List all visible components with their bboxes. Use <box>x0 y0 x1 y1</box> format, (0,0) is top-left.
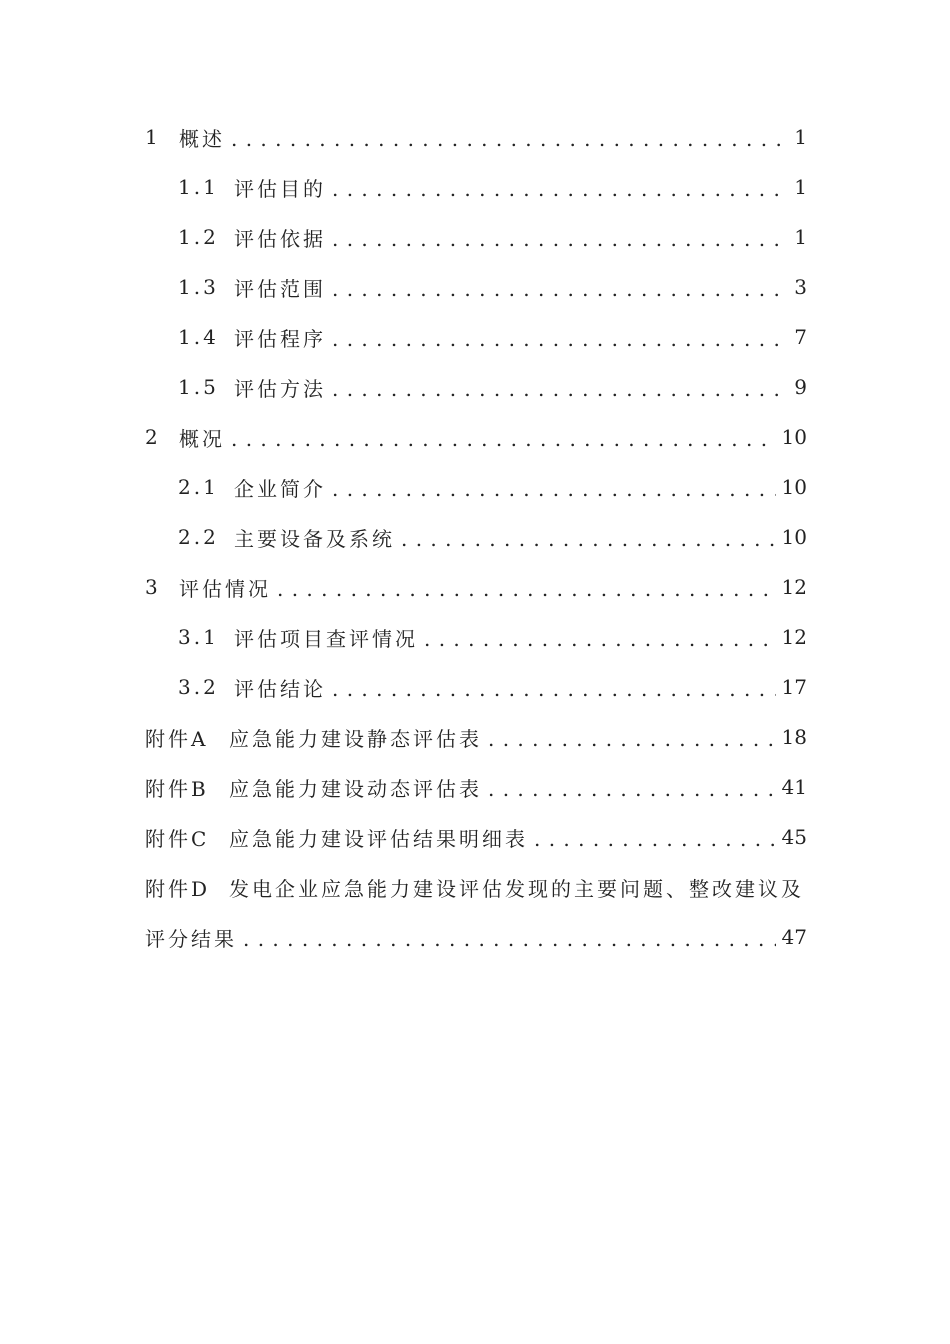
toc-page-number: 17 <box>781 675 807 699</box>
toc-title: 概述 <box>179 126 225 151</box>
toc-title: 应急能力建设动态评估表 <box>229 776 482 801</box>
dot-leader <box>231 127 781 147</box>
toc-number: 3 <box>145 575 161 599</box>
dot-leader <box>277 577 776 597</box>
toc-title: 应急能力建设静态评估表 <box>229 726 482 751</box>
toc-entry-3[interactable] <box>145 562 807 612</box>
toc-number: 附件D <box>145 876 211 901</box>
toc-entry-line <box>145 912 807 962</box>
toc-page-number: 1 <box>794 175 807 199</box>
toc-title: 企业简介 <box>234 476 326 501</box>
toc-number: 1.3 <box>178 275 219 299</box>
toc-entry-2-1[interactable] <box>145 462 807 512</box>
toc-page-number: 1 <box>794 225 807 249</box>
toc-title: 主要设备及系统 <box>234 526 395 551</box>
toc-entry-line <box>145 862 807 912</box>
toc-number: 附件C <box>145 826 210 851</box>
toc-entry-1-4[interactable] <box>145 312 807 362</box>
toc-number: 2 <box>145 425 161 449</box>
toc-page-number: 12 <box>781 625 807 649</box>
toc-title: 概况 <box>179 426 225 451</box>
toc-title: 应急能力建设评估结果明细表 <box>229 826 528 851</box>
toc-title: 评估结论 <box>234 676 326 701</box>
dot-leader <box>488 777 776 797</box>
dot-leader <box>401 527 776 547</box>
toc-number: 1.4 <box>178 325 219 349</box>
toc-number: 附件A <box>145 726 209 751</box>
dot-leader <box>231 427 776 447</box>
toc-page-number: 41 <box>781 775 807 799</box>
toc-page-number: 3 <box>794 275 807 299</box>
dot-leader <box>243 927 776 947</box>
toc-number: 1 <box>145 125 161 149</box>
toc-entry-appendix-d[interactable] <box>145 862 807 962</box>
toc-page-number: 10 <box>781 525 807 549</box>
toc-entry-appendix-a[interactable] <box>145 712 807 762</box>
toc-entry-3-1[interactable] <box>145 612 807 662</box>
toc-number: 附件B <box>145 776 209 801</box>
toc-number: 3.2 <box>178 675 219 699</box>
dot-leader <box>332 677 776 697</box>
toc-page-number: 7 <box>794 325 807 349</box>
toc-number: 2.1 <box>178 475 219 499</box>
toc-title-line1: 发电企业应急能力建设评估发现的主要问题、整改建议及 <box>229 876 804 901</box>
dot-leader <box>332 277 781 297</box>
dot-leader <box>332 227 781 247</box>
toc-entry-appendix-c[interactable] <box>145 812 807 862</box>
dot-leader <box>332 177 781 197</box>
toc-number: 1.5 <box>178 375 219 399</box>
toc-number: 1.2 <box>178 225 219 249</box>
toc-title: 评估项目查评情况 <box>234 626 418 651</box>
dot-leader <box>332 377 781 397</box>
toc-entry-1-2[interactable] <box>145 212 807 262</box>
toc-page-number: 12 <box>781 575 807 599</box>
toc-page-number: 10 <box>781 475 807 499</box>
toc-title: 评估方法 <box>234 376 326 401</box>
dot-leader <box>424 627 776 647</box>
table-of-contents <box>145 112 807 962</box>
toc-number: 1.1 <box>178 175 219 199</box>
toc-entry-3-2[interactable] <box>145 662 807 712</box>
toc-entry-1[interactable] <box>145 112 807 162</box>
toc-entry-2[interactable] <box>145 412 807 462</box>
dot-leader <box>488 727 776 747</box>
toc-entry-1-3[interactable] <box>145 262 807 312</box>
toc-entry-appendix-b[interactable] <box>145 762 807 812</box>
toc-entry-2-2[interactable] <box>145 512 807 562</box>
toc-title: 评估程序 <box>234 326 326 351</box>
dot-leader <box>332 327 781 347</box>
toc-title-line2: 评分结果 <box>145 926 237 951</box>
toc-title: 评估范围 <box>234 276 326 301</box>
toc-page-number: 47 <box>781 925 807 949</box>
toc-page-number: 45 <box>781 825 807 849</box>
toc-page-number: 1 <box>794 125 807 149</box>
toc-title: 评估目的 <box>234 176 326 201</box>
toc-entry-1-5[interactable] <box>145 362 807 412</box>
toc-number: 2.2 <box>178 525 219 549</box>
dot-leader <box>534 827 776 847</box>
toc-page-number: 10 <box>781 425 807 449</box>
toc-title: 评估依据 <box>234 226 326 251</box>
dot-leader <box>332 477 776 497</box>
toc-page-number: 18 <box>781 725 807 749</box>
toc-page-number: 9 <box>794 375 807 399</box>
toc-title: 评估情况 <box>179 576 271 601</box>
toc-entry-1-1[interactable] <box>145 162 807 212</box>
toc-number: 3.1 <box>178 625 219 649</box>
